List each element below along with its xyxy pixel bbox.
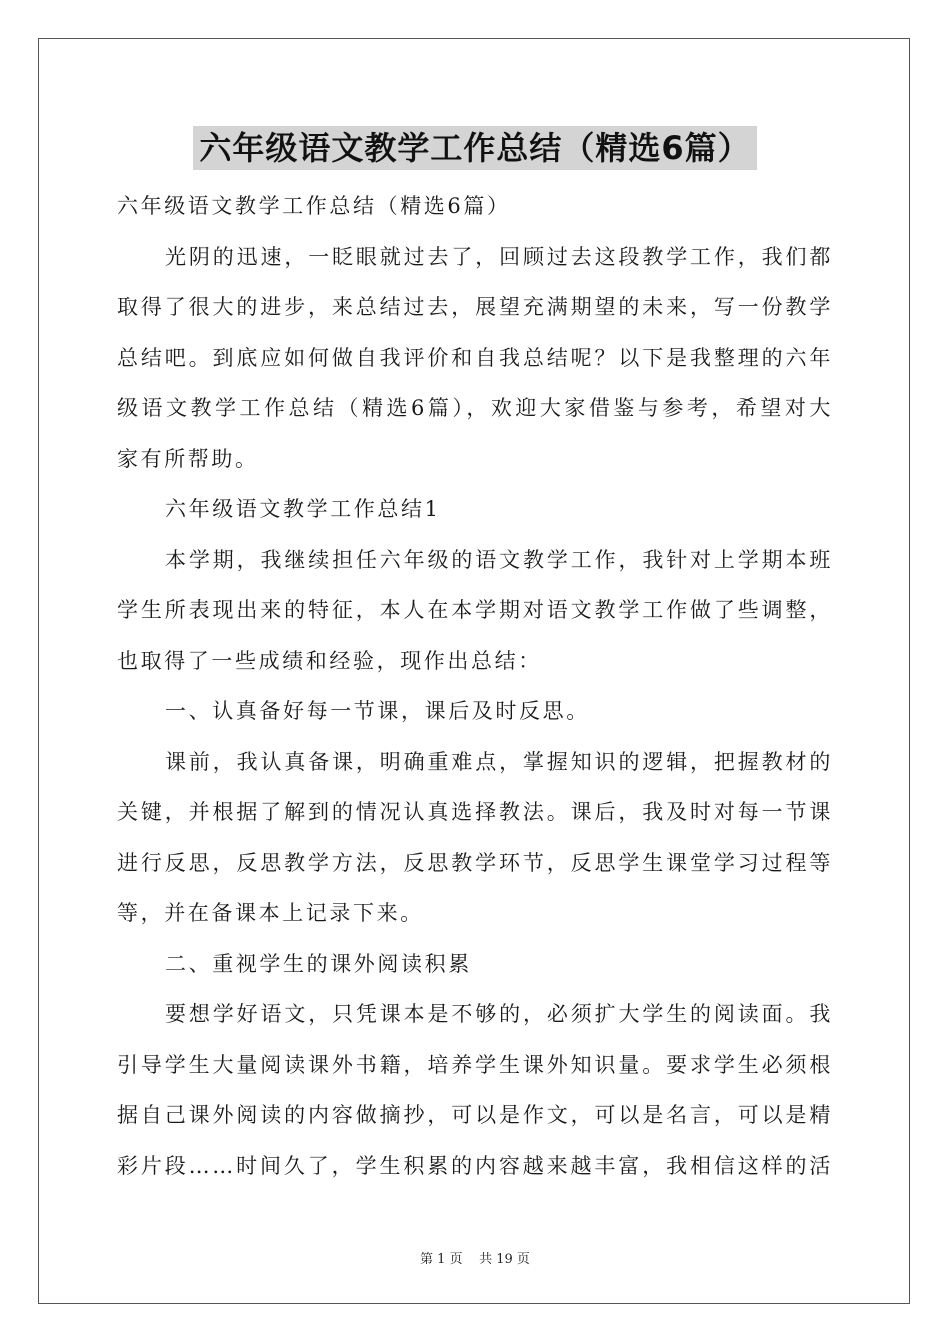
text-line: 学生所表现出来的特征，本人在本学期对语文教学工作做了些调整， (117, 598, 833, 622)
text-line: 六年级语文教学工作总结（精选6篇） (117, 194, 511, 218)
text-line: 光阴的迅速，一眨眼就过去了，回顾过去这段教学工作，我们都 (165, 244, 833, 269)
text-line: 取得了很大的进步，来总结过去，展望充满期望的未来，写一份教学 (117, 295, 833, 319)
text-line: 也取得了一些成绩和经验，现作出总结： (117, 648, 542, 673)
document-body (117, 181, 833, 1191)
text-line: 课前，我认真备课，明确重难点，掌握知识的逻辑，把握教材的 (165, 749, 833, 774)
text-line: 总结吧。到底应如何做自我评价和自我总结呢？以下是我整理的六年 (117, 345, 833, 370)
text-line: 据自己课外阅读的内容做摘抄，可以是作文，可以是名言，可以是精 (117, 1103, 833, 1127)
page-total: 共 19 页 (479, 1252, 530, 1267)
text-line: 要想学好语文，只凭课本是不够的，必须扩大学生的阅读面。我 (165, 1002, 833, 1026)
text-line: 家有所帮助。 (117, 446, 259, 471)
text-line: 本学期，我继续担任六年级的语文教学工作，我针对上学期本班 (165, 547, 833, 572)
text-line: 彩片段……时间久了，学生积累的内容越来越丰富，我相信这样的活 (117, 1153, 833, 1178)
page-footer (0, 1248, 950, 1267)
text-line: 一、认真备好每一节课，课后及时反思。 (165, 699, 590, 723)
page-number: 第 1 页 (420, 1252, 463, 1267)
title-container (0, 126, 950, 170)
text-line: 等，并在备课本上记录下来。 (117, 901, 424, 925)
text-line: 关键，并根据了解到的情况认真选择教法。课后，我及时对每一节课 (117, 800, 833, 824)
document-title: 六年级语文教学工作总结（精选6篇） (193, 126, 756, 170)
text-line: 进行反思，反思教学方法，反思教学环节，反思学生课堂学习过程等 (117, 850, 833, 875)
text-line: 二、重视学生的课外阅读积累 (165, 951, 472, 976)
text-line: 级语文教学工作总结（精选6篇），欢迎大家借鉴与参考，希望对大 (117, 396, 833, 420)
text-line: 引导学生大量阅读课外书籍，培养学生课外知识量。要求学生必须根 (117, 1052, 833, 1077)
text-line: 六年级语文教学工作总结1 (165, 497, 441, 521)
